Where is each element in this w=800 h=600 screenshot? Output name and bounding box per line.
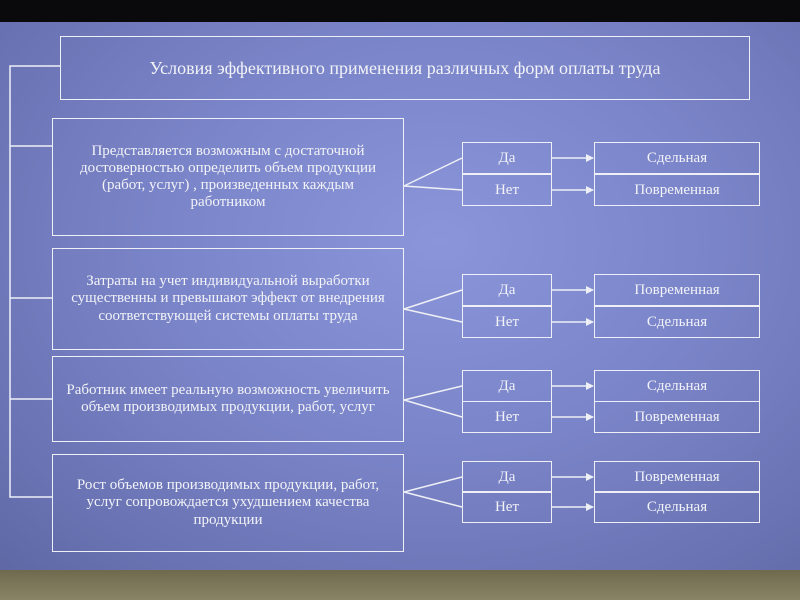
floor-strip <box>0 570 800 600</box>
answer-no: Нет <box>462 401 552 433</box>
result-no: Повременная <box>594 174 760 206</box>
answer-no: Нет <box>462 491 552 523</box>
result-no: Сдельная <box>594 491 760 523</box>
fork-line <box>404 290 462 322</box>
result-no: Повременная <box>594 401 760 433</box>
answer-yes: Да <box>462 461 552 493</box>
result-yes: Повременная <box>594 461 760 493</box>
slide <box>0 22 800 570</box>
diagram-title: Условия эффективного применения различных форм оплаты труда <box>60 36 750 100</box>
condition-box: Работник имеет реальную возможность увеличить объем производимых продукции, работ, услуг <box>52 356 404 442</box>
answer-yes: Да <box>462 142 552 174</box>
condition-box: Представляется возможным с достаточной достоверностью определить объем продукции (работ, услуг) , произведенных каждым работником <box>52 118 404 236</box>
condition-box: Затраты на учет индивидуальной выработки существенны и превышают эффект от внедрения соответствующей системы оплаты труда <box>52 248 404 350</box>
answer-no: Нет <box>462 306 552 338</box>
answer-yes: Да <box>462 274 552 306</box>
answer-yes: Да <box>462 370 552 402</box>
result-no: Сдельная <box>594 306 760 338</box>
result-yes: Сдельная <box>594 370 760 402</box>
fork-line <box>404 477 462 507</box>
fork-line <box>404 158 462 190</box>
fork-line <box>404 386 462 417</box>
condition-box: Рост объемов производимых продукции, работ, услуг сопровождается ухудшением качества продукции <box>52 454 404 552</box>
result-yes: Повременная <box>594 274 760 306</box>
result-yes: Сдельная <box>594 142 760 174</box>
answer-no: Нет <box>462 174 552 206</box>
